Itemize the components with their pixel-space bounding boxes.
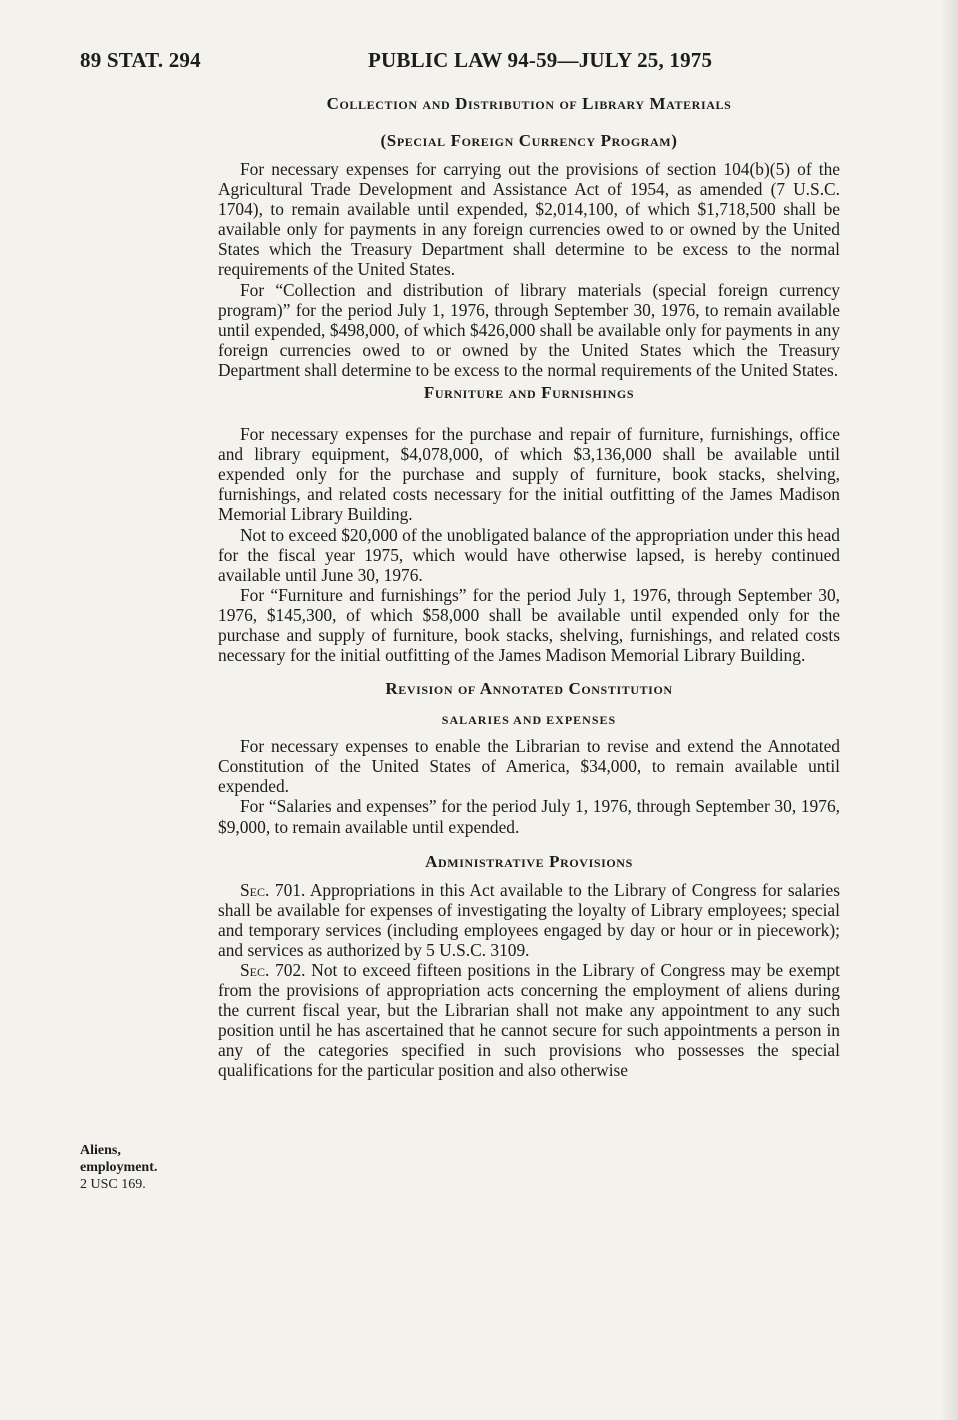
revision-heading: Revision of Annotated Constitution — [385, 679, 673, 699]
furniture-heading: Furniture and Furnishings — [423, 383, 635, 403]
furniture-paragraph-1: For necessary expenses for the purchase and repair of furniture, furnishings, office and library equipment, $4,078,000, of which $3,136,000 shall be available until expended only for the purchase and supply of furniture, book stacks, shelving, furnishings, and related costs necessary for the initial outfitting of the James Madison Memorial Library Building. — [218, 424, 840, 525]
section-701-label: Sec. 701. — [240, 879, 306, 900]
revision-paragraph-2: For “Salaries and expenses” for the period July 1, 1976, through September 30, 1976, $9,000, to remain available until expended. — [218, 796, 840, 837]
page-edge-shadow — [940, 0, 958, 1420]
section-702-label: Sec. 702. — [240, 960, 306, 980]
section-701 — [218, 880, 840, 960]
collection-heading: Collection and Distribution of Library Materials — [326, 94, 732, 113]
body-text — [218, 94, 840, 1081]
collection-paragraph-2: For “Collection and distribution of library materials (special foreign currency program)” for the period July 1, 1976, through September 30, 1976, to remain available until expended, $498,000, of which $426,000 shall be available only for payments in any foreign currencies owed to or owned by the United States which the Treasury Department shall determine to be excess to the normal requirements of the United States. — [218, 279, 840, 380]
collection-paragraph-1: For necessary expenses for carrying out the provisions of section 104(b)(5) of the Agricultural Trade Development and Assistance Act of 1954, as amended (7 U.S.C. 1704), to remain available until expended, $2,014,100, of which $1,718,500 shall be available only for payments in any foreign currencies owed to or owned by the United States which the Treasury Department shall determine to be excess to the normal requirements of the United States. — [218, 159, 840, 280]
furniture-paragraph-2: Not to exceed $20,000 of the unobligated balance of the appropriation under this head for the fiscal year 1975, which would have otherwise lapsed, is hereby continued available until June 30, 1976. — [218, 524, 840, 585]
stat-page-reference: 89 STAT. 294 — [80, 48, 201, 72]
margin-note — [80, 1142, 200, 1193]
margin-note-line-1: Aliens, — [80, 1143, 121, 1158]
administrative-provisions-heading: Administrative Provisions — [425, 851, 633, 871]
public-law-header: PUBLIC LAW 94-59—JULY 25, 1975 — [368, 48, 713, 72]
margin-note-line-3: 2 USC 169. — [80, 1177, 146, 1192]
furniture-paragraph-3: For “Furniture and furnishings” for the period July 1, 1976, through September 30, 1976, $145,300, of which $58,000 shall be available until expended only for the purchase and supply of furniture, book stacks, shelving, furnishings, and related costs necessary for the initial outfitting of the James Madison Memorial Library Building. — [218, 584, 840, 666]
revision-paragraph-1: For necessary expenses to enable the Librarian to revise and extend the Annotated Constitution of the United States of America, $34,000, to remain available until expended. — [218, 736, 840, 797]
section-701-text: Appropriations in this Act available to the Library of Congress for salaries shall be available for expenses of investigating the loyalty of Library employees; special and temporary services (including employees engaged by day or hour or in piecework); and services as authorized by 5 U.S.C. 3109. — [218, 879, 840, 960]
margin-note-line-2: employment. — [80, 1160, 158, 1175]
revision-subheading: SALARIES AND EXPENSES — [441, 713, 617, 728]
section-702 — [218, 960, 840, 1081]
collection-subheading: (Special Foreign Currency Program) — [380, 131, 678, 150]
section-702-text: Not to exceed fifteen positions in the Library of Congress may be exempt from the provisions of appropriation acts concerning the employment of aliens during the current fiscal year, but the Librarian shall not make any appointment to any such position until he has ascertained that he cannot secure for such appointments a person in any of the categories specified in such provisions who possesses the special qualifications for the particular position and also otherwise — [218, 960, 840, 1081]
